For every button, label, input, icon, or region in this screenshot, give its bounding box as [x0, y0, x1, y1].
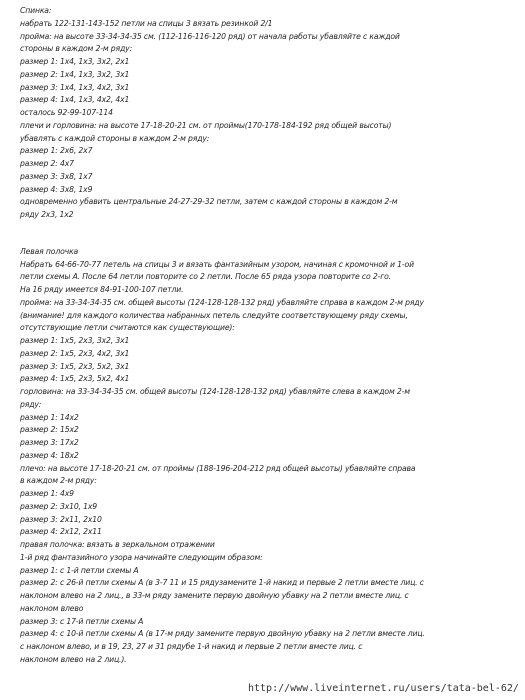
text-line: размер 2: с 26-й петли схемы А (в 3-7 11 и 15 рядузамените 1-й накид и первые 2 петли вместе лиц. с — [20, 578, 424, 588]
text-line: ряду 2х3, 1х2 — [20, 210, 74, 219]
text-line: наклоном влево на 2 лиц.). — [20, 654, 127, 664]
text-line: плечи и горловина: на высоте 17-18-20-21 см. от проймы(170-178-184-192 ряд общей высоты) — [20, 120, 392, 130]
text-line: размер 2: 1х5, 2х3, 4х2, 3х1 — [20, 348, 130, 358]
text-line: размер 1: 4х9 — [20, 489, 74, 498]
text-line: осталось 92-99-107-114 — [20, 108, 113, 117]
text-line: размер 3: с 17-й петли схемы А — [20, 616, 144, 626]
text-line: размер 2: 3х10, 1х9 — [20, 501, 98, 511]
text-line: с наклоном влево, и в 19, 23, 27 и 31 рядубе 1-й накид и первые 2 петли вместе лиц. с — [20, 642, 363, 651]
section-back — [20, 5, 515, 222]
text-line: стороны в каждом 2-м ряду: — [20, 44, 133, 54]
text-line: в каждом 2-м ряду: — [20, 476, 97, 486]
text-line: размер 1: 1х4, 1х3, 3х2, 2х1 — [20, 57, 130, 66]
text-line: размер 1: с 1-й петли схемы А — [20, 565, 139, 575]
text-line: размер 4: 2х12, 2х11 — [20, 527, 102, 537]
source-url: http://www.liveinternet.ru/users/tata-bel-62/ — [248, 683, 519, 694]
text-line: Набрать 64-66-70-77 петель на спицы 3 и вязать фантазийным узором, начиная с кромочной и 1-ой — [20, 259, 414, 269]
text-line: размер 1: 14х2 — [20, 412, 79, 422]
document-body — [20, 5, 515, 667]
text-line: размер 3: 3х8, 1х7 — [20, 171, 93, 181]
text-line: размер 4: 3х8, 1х9 — [20, 184, 93, 194]
text-line: размер 1: 1х5, 2х3, 3х2, 3х1 — [20, 336, 130, 345]
text-line: убавлять с каждой стороны в каждом 2-м ряду: — [20, 133, 210, 143]
text-line: ряду: — [20, 399, 42, 409]
text-line: размер 2: 15х2 — [20, 425, 79, 435]
text-line: размер 3: 2х11, 2х10 — [20, 514, 102, 524]
text-line: горловина: на 33-34-34-35 см. общей высоты (124-128-128-132 ряд) убавляйте слева в каждом 2-м — [20, 387, 410, 396]
section-left-front — [20, 246, 515, 667]
text-line: плечо: на высоте 17-18-20-21 см. от проймы (188-196-204-212 ряд общей высоты) убавляйте справа — [20, 463, 416, 473]
text-line: размер 4: 1х4, 1х3, 4х2, 4х1 — [20, 95, 130, 105]
text-line: правая полочка: вязать в зеркальном отражении — [20, 540, 215, 549]
text-line: наклоном влево — [20, 603, 84, 613]
text-line: размер 4: с 10-й петли схемы А (в 17-м ряду замените первую двойную убавку на 2 петли вместе лиц. — [20, 629, 425, 639]
text-line: размер 3: 1х5, 2х3, 5х2, 3х1 — [20, 361, 130, 371]
text-line: размер 4: 1х5, 2х3, 5х2, 4х1 — [20, 374, 130, 384]
text-line: размер 2: 4х7 — [20, 159, 74, 168]
text-line: пройма: на высоте 33-34-34-35 см. (112-116-116-120 ряд) от начала работы убавляйте с каждой — [20, 31, 400, 41]
text-line: отсутствующие петли считаются как существующие): — [20, 323, 235, 333]
text-line: размер 3: 1х4, 1х3, 4х2, 3х1 — [20, 82, 130, 92]
text-line: наклоном влево на 2 лиц., в 33-м ряду замените первую двойную убавку на 2 петли вместе лиц. с — [20, 591, 409, 600]
text-line: размер 2: 1х4, 1х3, 3х2, 3х1 — [20, 69, 130, 79]
text-line: Спинка: — [20, 6, 52, 15]
section-gap — [20, 222, 515, 246]
text-line: пройма: на 33-34-34-35 см. общей высоты (124-128-128-132 ряд) убавляйте справа в каждом 2-м ряду — [20, 297, 424, 307]
text-line: Левая полочка — [20, 246, 79, 256]
text-line: размер 4: 18х2 — [20, 450, 79, 460]
text-line: На 16 ряду имеется 84-91-100-107 петли. — [20, 285, 184, 294]
text-line: одновременно убавить центральные 24-27-29-32 петли, затем с каждой стороны в каждом 2-м — [20, 197, 398, 207]
text-line: 1-й ряд фантазийного узора начинайте следующим образом: — [20, 552, 263, 562]
text-line: (внимание! для каждого количества набранных петель следуйте соответствующему ряду схемы, — [20, 310, 408, 320]
text-line: размер 3: 17х2 — [20, 438, 79, 447]
text-line: размер 1: 2х6, 2х7 — [20, 146, 93, 156]
text-line: петли схемы А. После 64 петли повторите со 2 петли. После 65 ряда узора повторите со 2-го. — [20, 272, 391, 282]
text-line: набрать 122-131-143-152 петли на спицы 3 вязать резинкой 2/1 — [20, 18, 273, 28]
